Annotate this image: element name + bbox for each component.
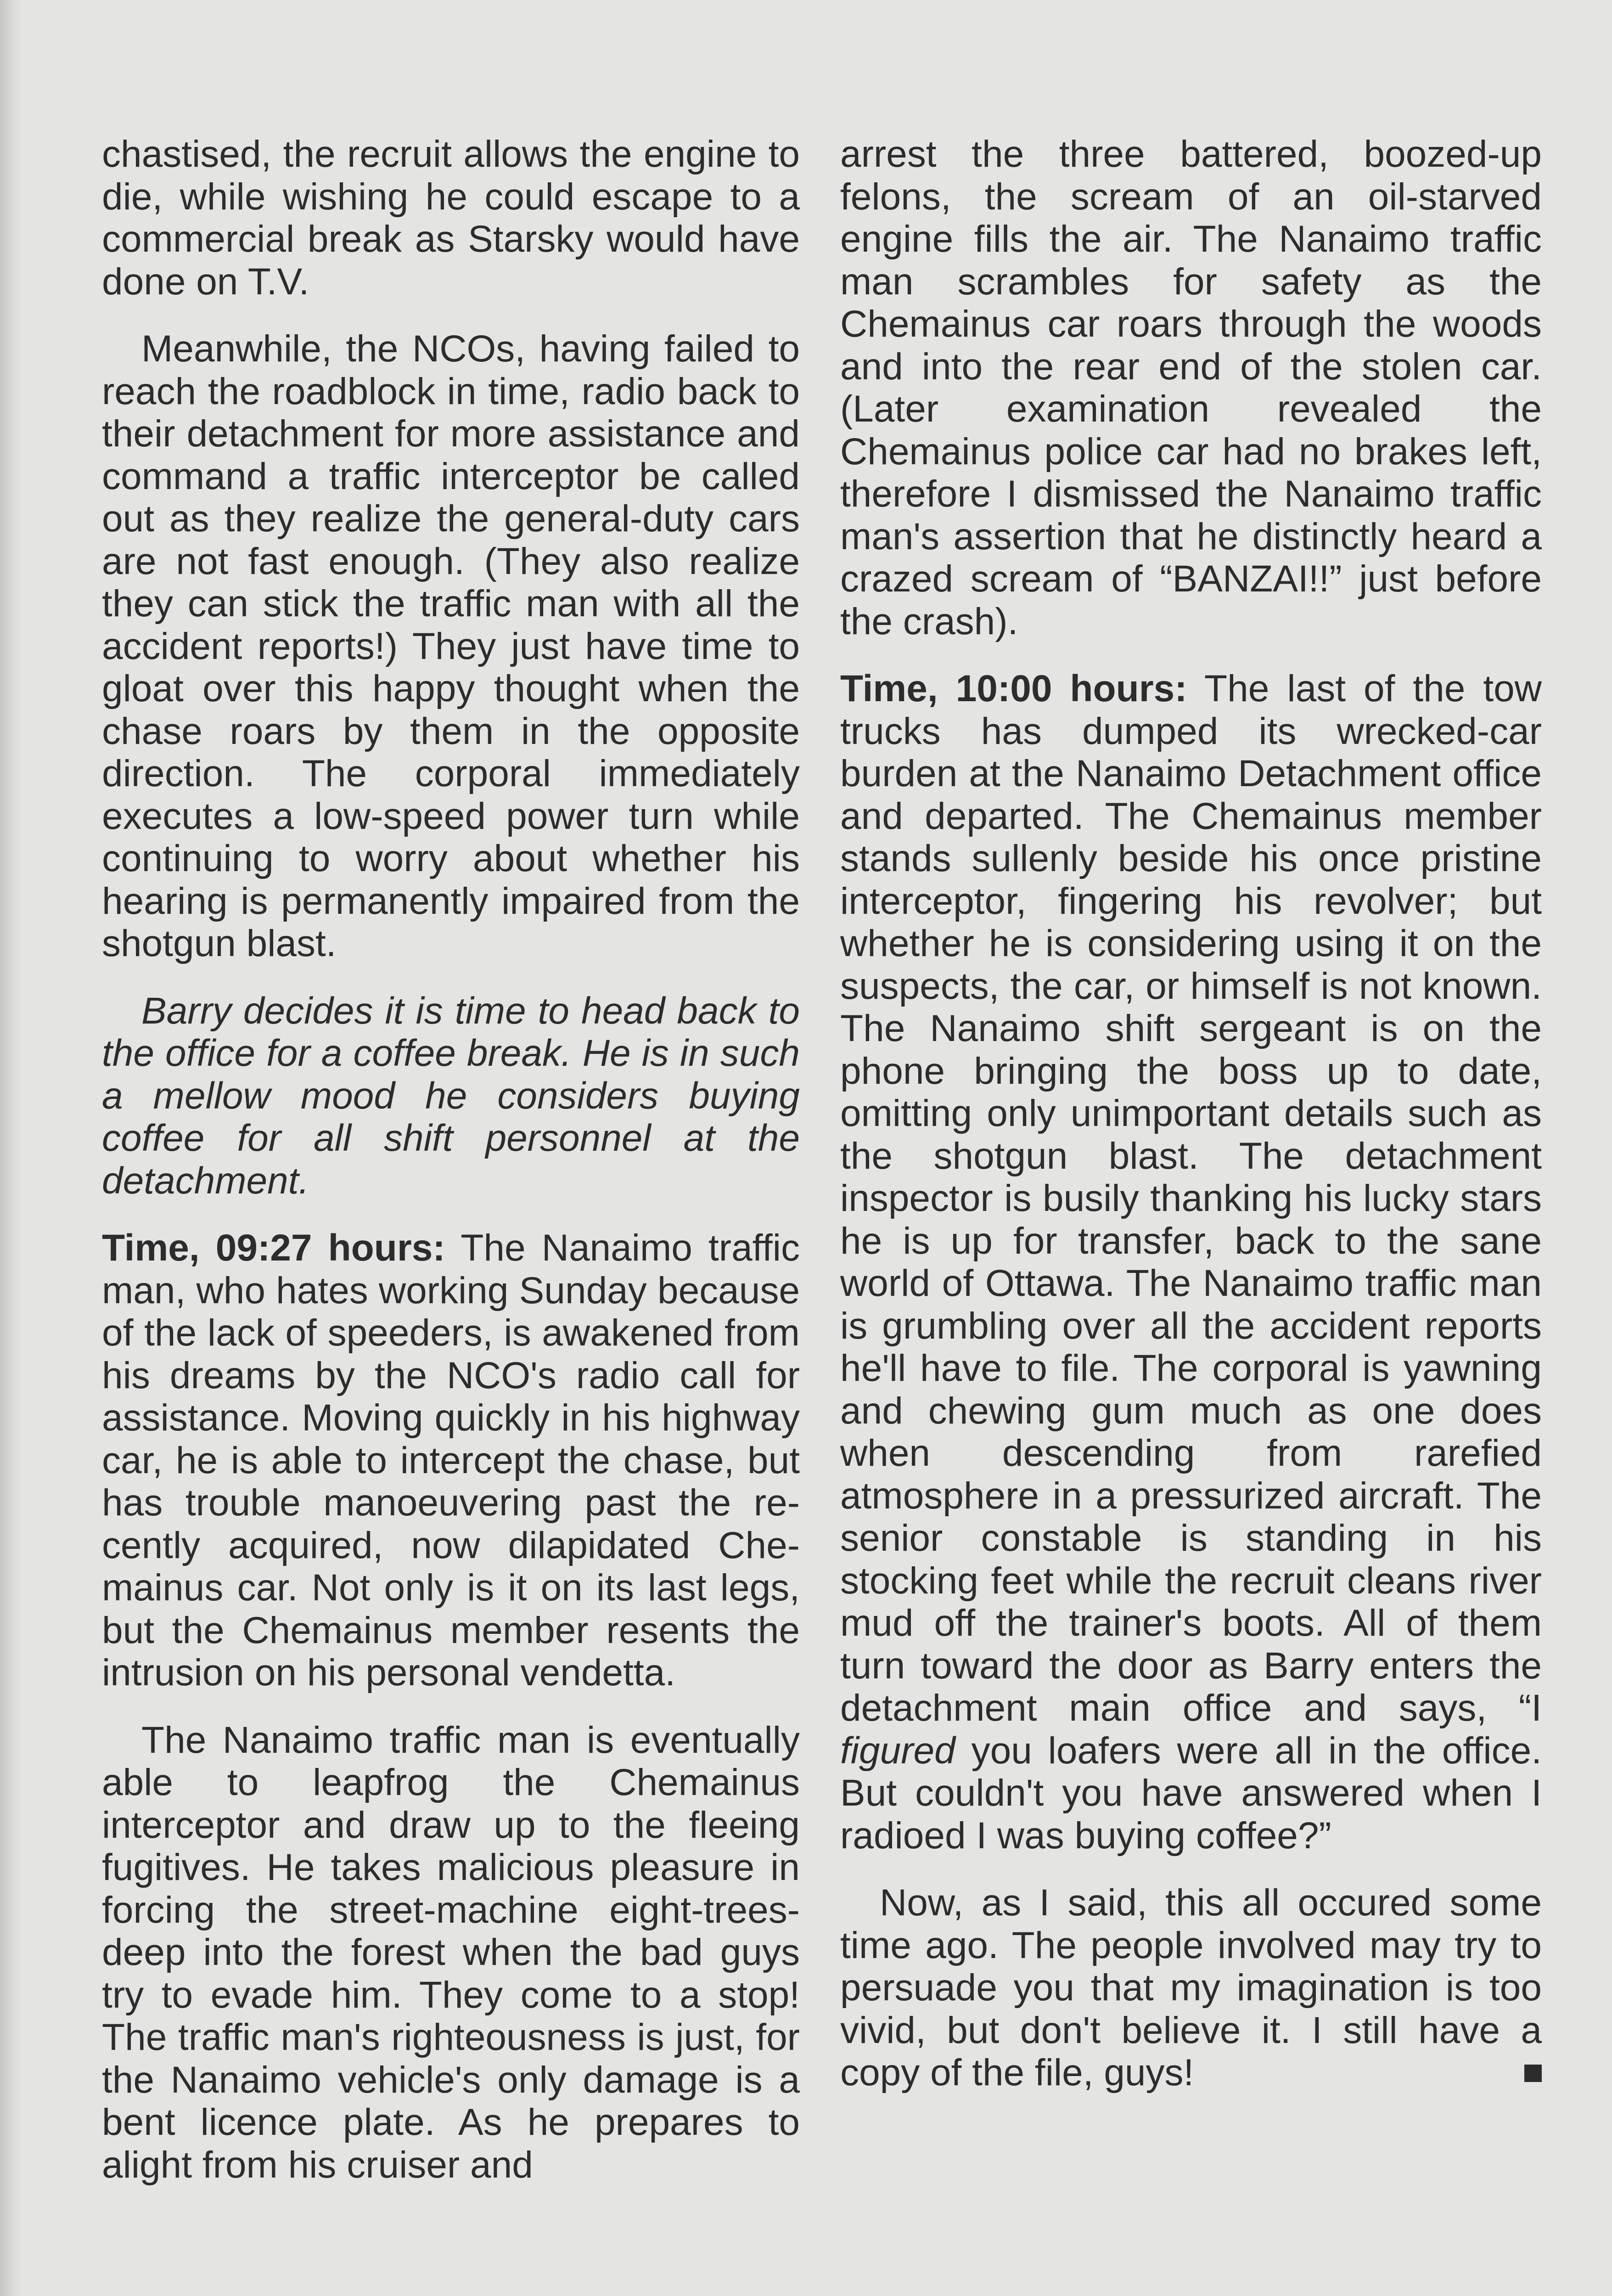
left-paragraph-2: Meanwhile, the NCOs, having failed to reach the roadblock in time, radio back to their detachment for more assistance and command a traffic interceptor be called out as they realize the general-duty cars are not fast enough. (They also realize they can stick the traffic man with all the accident reports!) They just have time to gloat over this happy thought when the chase roars by them in the opposite direction. The corporal immediately executes a low-speed power turn while continuing to worry about whether his hearing is permanently impaired from the shotgun blast. <box>102 328 800 964</box>
right-paragraph-2-emphasis: figured <box>840 1729 955 1772</box>
right-paragraph-2 <box>840 668 1542 1857</box>
right-paragraph-1: arrest the three battered, boozed-up felons, the scream of an oil-starved engine fills the air. The Nanaimo traffic man scrambles for safety as the Chemainus car roars through the woods and into the rear end of the stolen car. (Later examination revealed the Chemainus police car had no brakes left, therefore I dismissed the Nanaimo traffic man's assertion that he distinctly heard a crazed scream of “BANZAI!!” just before the crash). <box>840 133 1542 642</box>
left-column <box>102 133 800 2211</box>
left-paragraph-4-body: The Nanaimo traffic man, who hates working Sunday because of the lack of speeders, is awakened from his dreams by the NCO's radio call for assistance. Moving quickly in his highway car, he is able to intercept the chase, but has trouble manoeuvering past the recently acquired, now dilapidated Chemainus car. Not only is it on its last legs, but the Chemainus member resents the intrusion on his personal vendetta. <box>102 1227 800 1694</box>
time-label-1000: Time, 10:00 hours: <box>840 668 1187 709</box>
left-paragraph-1: chastised, the recruit allows the engine to die, while wishing he could escape to a commercial break as Starsky would have done on T.V. <box>102 133 800 303</box>
right-paragraph-3 <box>840 1882 1542 2094</box>
time-label-0927: Time, 09:27 hours: <box>102 1227 445 1269</box>
end-of-article-square-icon <box>1524 2065 1542 2082</box>
right-paragraph-2-body: The last of the tow trucks has dumped its wrecked-car burden at the Nanaimo Detachment office and departed. The Chemainus member stands sullenly beside his once pristine interceptor, fingering his revolver; but whether he is considering using it on the suspects, the car, or himself is not known. The Nanaimo shift sergeant is on the phone bringing the boss up to date, omitting only unimportant details such as the shotgun blast. The detachment inspector is busily thanking his lucky stars he is up for transfer, back to the sane world of Ottawa. The Nanaimo traffic man is grumbling over all the accident reports he'll have to file. The corporal is yawning and chewing gum much as one does when descending from rarefied atmosphere in a pressurized aircraft. The senior constable is standing in his stocking feet while the recruit cleans river mud off the trainer's boots. All of them turn toward the door as Barry enters the detachment main office and says, “I <box>840 668 1542 1729</box>
left-paragraph-5: The Nanaimo traffic man is eventually able to leapfrog the Chemainus interceptor and draw up to the fleeing fugitives. He takes malicious pleasure in forcing the street-machine eight-trees-deep into the forest when the bad guys try to evade him. They come to a stop! The traffic man's righteousness is just, for the Nanaimo vehicle's only damage is a bent licence plate. As he prepares to alight from his cruiser and <box>102 1719 800 2186</box>
left-paragraph-3-italic: Barry decides it is time to head back to the office for a coffee break. He is in such a mellow mood he considers buying coffee for all shift personnel at the detachment. <box>102 990 800 1202</box>
left-paragraph-4 <box>102 1227 800 1694</box>
spine-shadow <box>0 0 23 2296</box>
right-paragraph-3-body: Now, as I said, this all occured some time ago. The people involved may try to persuade you that my imagination is too vivid, but don't believe it. I still have a copy of the file, guys! <box>840 1882 1542 2093</box>
right-paragraph-2-end: you loafers were all in the office. But couldn't you have answered when I radioed I was buying coffee?” <box>840 1729 1542 1857</box>
right-column <box>840 133 1542 2119</box>
